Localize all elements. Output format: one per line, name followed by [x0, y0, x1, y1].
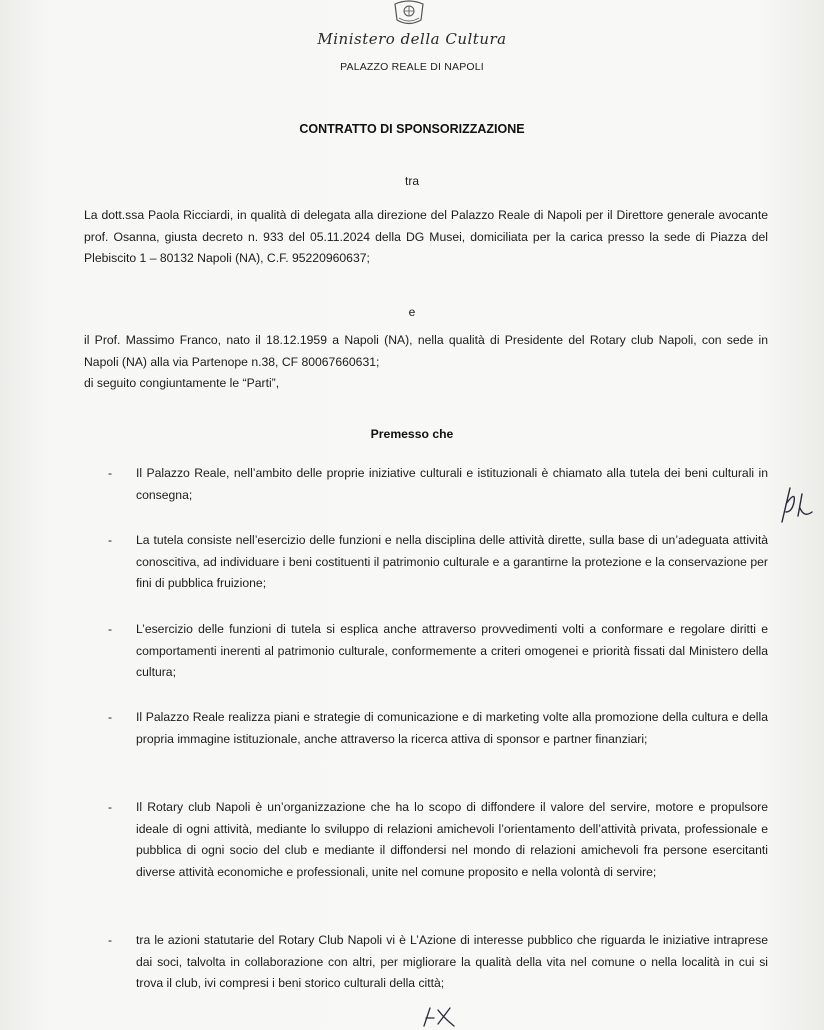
list-item-text: L’esercizio delle funzioni di tutela si esplica anche attraverso provvedimenti volti a conformare e regolare diritti e comportamenti inerenti al patrimonio culturale, conformemente a criteri omogenei e priorità fissati dal Ministero della cultura;	[136, 622, 768, 679]
list-item	[108, 930, 768, 995]
list-item-text: tra le azioni statutarie del Rotary Club Napoli vi è L’Azione di interesse pubblico che riguarda le iniziative intraprese dai soci, talvolta in collaborazione con altri, per migliorare la qualità della vita nel comune o nella località in cui si trova il club, ivi compresi i beni storico culturali della città;	[136, 933, 768, 990]
footer-initials-signature	[420, 1004, 460, 1028]
institution-name: PALAZZO REALE DI NAPOLI	[340, 61, 484, 73]
list-item-text: Il Rotary club Napoli è un’organizzazione che ha lo scopo di diffondere il valore del servire, motore e propulsore ideale di ogni attività, mediante lo sviluppo di relazioni amichevoli l’orientamento dell’attività privata, professionale e pubblica di ogni socio del club e mediante il diffondersi nel mondo di relazioni amichevoli fra persone esercitanti diverse attività economiche e professionali, unite nel comune proposito e nella volontà di servire;	[136, 800, 768, 879]
republic-emblem-icon	[389, 0, 429, 26]
list-item-text: La tutela consiste nell’esercizio delle funzioni e nella disciplina delle attività dirette, sulla base di un’adeguata attività conoscitiva, ad individuare i beni costituenti il patrimonio culturale e a garantirne la protezione e la conservazione per fini di pubblica fruizione;	[136, 533, 768, 590]
list-item	[108, 619, 768, 684]
between-label: tra	[404, 174, 419, 188]
list-bullet: -	[108, 710, 113, 724]
party-two-paragraph: il Prof. Massimo Franco, nato il 18.12.1959 a Napoli (NA), nella qualità di Presidente del Rotary club Napoli, con sede in Napoli (NA) alla via Partenope n.38, CF 80067660631;	[84, 333, 768, 369]
list-item	[108, 463, 768, 506]
list-bullet: -	[108, 933, 113, 947]
list-item-text: Il Palazzo Reale, nell’ambito delle proprie iniziative culturali e istituzionali è chiamato alla tutela dei beni culturali in consegna;	[136, 466, 768, 502]
document-title: CONTRATTO DI SPONSORIZZAZIONE	[299, 122, 525, 136]
list-bullet: -	[108, 466, 113, 480]
parties-note: di seguito congiuntamente le “Parti”,	[84, 376, 280, 390]
party-one-paragraph: La dott.ssa Paola Ricciardi, in qualità di delegata alla direzione del Palazzo Reale di Napoli per il Direttore generale avocante prof. Osanna, giusta decreto n. 933 del 05.11.2024 della DG Musei, domiciliata per la carica presso la sede di Piazza del Plebiscito 1 – 80132 Napoli (NA), C.F. 95220960637;	[84, 208, 768, 265]
premises-heading: Premesso che	[370, 427, 454, 441]
and-label: e	[408, 305, 416, 319]
list-item-text: Il Palazzo Reale realizza piani e strategie di comunicazione e di marketing volte alla promozione della cultura e della propria immagine istituzionale, anche attraverso la ricerca attiva di sponsor e partner finanziari;	[136, 710, 768, 746]
margin-initials-signature	[776, 482, 816, 528]
list-bullet: -	[108, 800, 113, 814]
list-bullet: -	[108, 533, 113, 547]
list-item	[108, 530, 768, 595]
list-bullet: -	[108, 622, 113, 636]
list-item	[108, 707, 768, 750]
ministry-name: Ministero della Cultura	[317, 30, 507, 48]
list-item	[108, 797, 768, 883]
